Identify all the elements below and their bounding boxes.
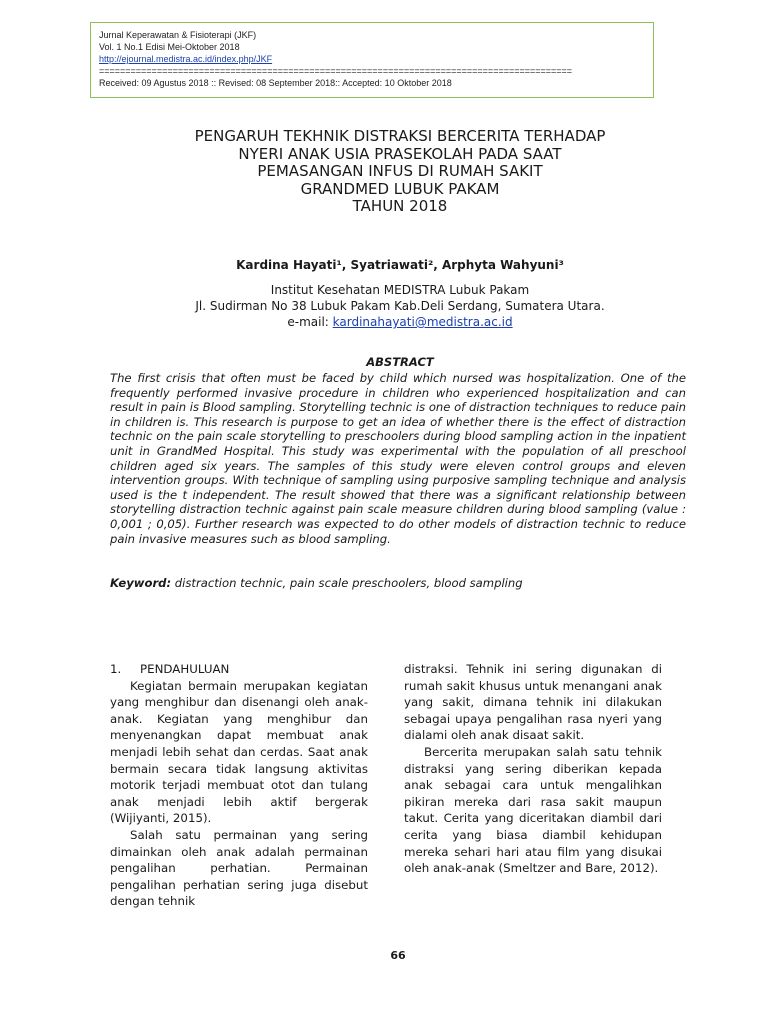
title-line: PENGARUH TEKHNIK DISTRAKSI BERCERITA TERHADAP [194, 127, 606, 145]
section-heading [110, 661, 368, 678]
section-number: 1. [110, 662, 122, 676]
header-divider: ========================================================================================== [99, 66, 573, 76]
paper-title [100, 128, 700, 216]
submission-dates: Received: 09 Agustus 2018 :: Revised: 08 September 2018:: Accepted: 10 Oktober 2018 [99, 78, 452, 88]
title-line: TAHUN 2018 [352, 197, 448, 215]
title-line: GRANDMED LUBUK PAKAM [300, 179, 500, 198]
title-line: PEMASANGAN INFUS DI RUMAH SAKIT [257, 162, 543, 180]
keyword-label: Keyword: [110, 576, 172, 590]
email-link[interactable]: kardinahayati@medistra.ac.id [332, 315, 513, 329]
title-line: NYERI ANAK USIA PRASEKOLAH PADA SAAT [238, 144, 562, 163]
keyword-text: distraction technic, pain scale preschoolers, blood sampling [171, 576, 523, 590]
institution: Institut Kesehatan MEDISTRA Lubuk Pakam [270, 283, 530, 297]
author-list: Kardina Hayati¹, Syatriawati², Arphyta Wahyuni³ [236, 258, 564, 272]
left-column [110, 661, 368, 910]
paragraph: Bercerita merupakan salah satu tehnik distraksi yang sering diberikan kepada anak sebagai cara untuk mengalihkan pikiran mereka dari rasa sakit maupun takut. Cerita yang diceritakan diambil dari cerita yang biasa diambil kehidupan mereka sehari hari atau film yang disukai oleh anak-anak (Smeltzer and Bare, 2012). [404, 744, 662, 876]
paragraph: distraksi. Tehnik ini sering digunakan di rumah sakit khusus untuk menangani anak yang sakit, dimana tehnik ini dilakukan sebagai upaya pengalihan rasa nyeri yang dialami oleh anak disaat sakit. [404, 662, 662, 743]
journal-name: Jurnal Keperawatan & Fisioterapi (JKF) [99, 30, 257, 40]
paragraph: Kegiatan bermain merupakan kegiatan yang menghibur dan disenangi oleh anak-anak. Kegiatan yang menghibur dan menyenangkan dapat membuat anak menjadi lebih sehat dan cerdas. Saat anak bermain secara tidak langsung aktivitas motorik terjadi membuat otot dan tulang anak menjadi lebih aktif bergerak (Wijiyanti, 2015). [110, 678, 368, 826]
paragraph: Salah satu permainan yang sering dimainkan oleh anak adalah permainan pengalihan perhatian. Permainan pengalihan perhatian sering juga disebut dengan tehnik [110, 827, 368, 909]
address: Jl. Sudirman No 38 Lubuk Pakam Kab.Deli Serdang, Sumatera Utara. [195, 299, 605, 313]
section-title: PENDAHULUAN [140, 662, 230, 676]
email-line [100, 314, 700, 330]
abstract-heading: ABSTRACT [366, 355, 434, 369]
affiliation-block [100, 282, 700, 330]
email-label: e-mail: [287, 315, 333, 329]
abstract-text: The first crisis that often must be faced by child which nursed was hospitalization. One of the frequently performed invasive procedure in children who experienced hospitalization and can result in pain is Blood sampling. Storytelling technic is one of distraction techniques to reduce pain in children is. This research is purpose to get an idea of whether there is the effect of distraction technic on the pain scale storytelling to preschoolers during blood sampling action in the inpatient unit in GrandMed Hospital. This study was experimental with the population of all preschool children aged six years. The samples of this study were eleven control groups and eleven intervention groups. With technique of sampling using purposive sampling technique and analysis used is the t independent. The result showed that there was a significant relationship between storytelling distraction technic against pain scale measure children during blood sampling (value : 0,001 ; 0,05). Further research was expected to do other models of distraction technic to reduce pain invasive measures such as blood sampling. [110, 371, 686, 546]
keyword-line [110, 576, 686, 590]
journal-header-box [90, 22, 654, 98]
journal-volume: Vol. 1 No.1 Edisi Mei-Oktober 2018 [99, 42, 240, 52]
right-column [404, 661, 662, 877]
page-number: 66 [390, 949, 406, 962]
journal-url-link[interactable]: http://ejournal.medistra.ac.id/index.php/JKF [99, 54, 273, 64]
